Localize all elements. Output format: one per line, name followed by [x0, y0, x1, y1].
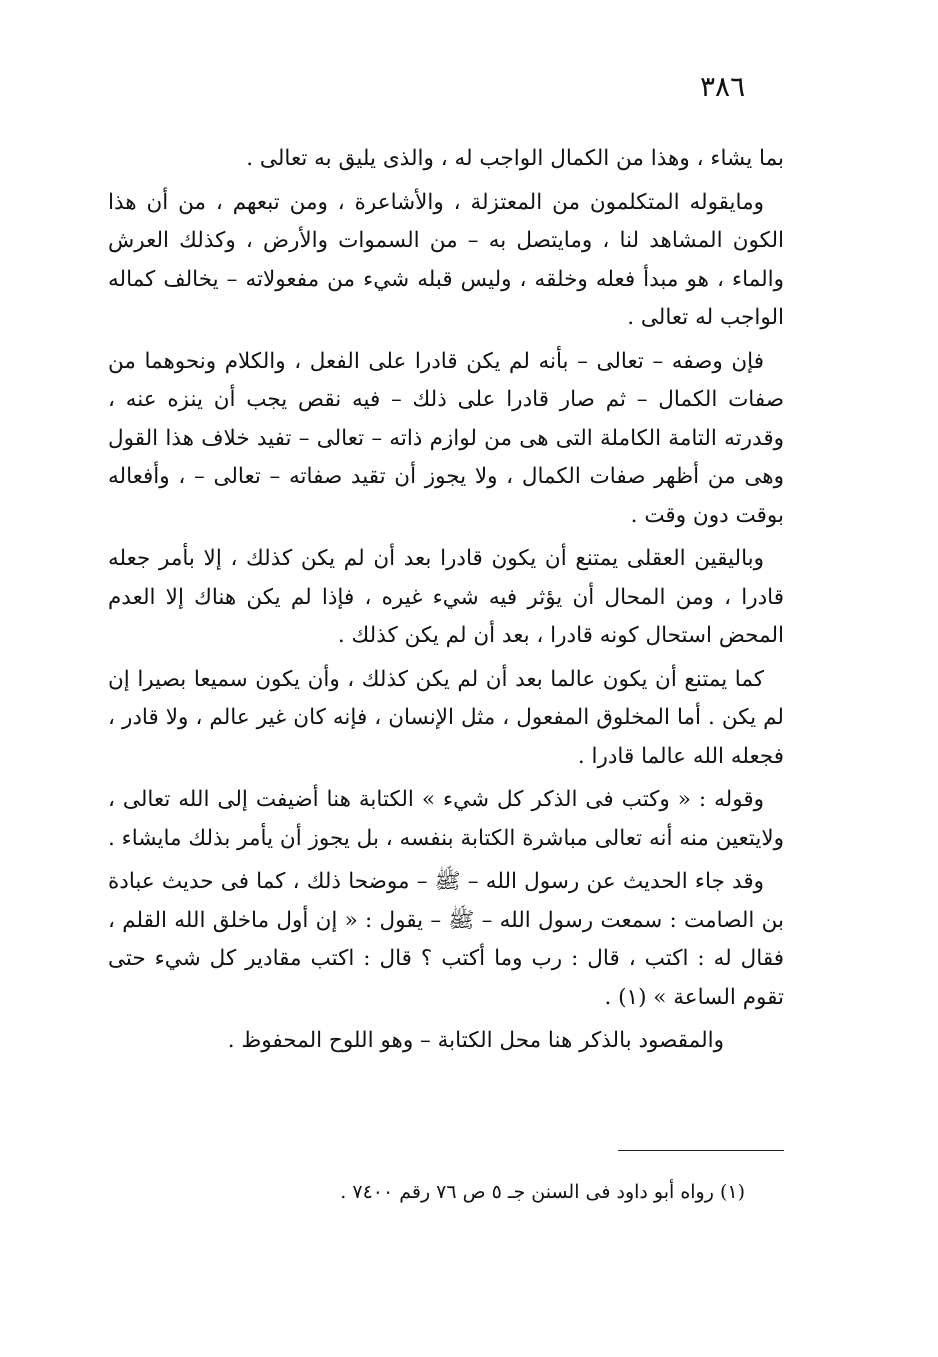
paragraph-3: فإن وصفه – تعالى – بأنه لم يكن قادرا على الفعل ، والكلام ونحوهما من صفات الكمال – ثم صار قادرا على ذلك – فيه نقص يجب أن ينزه عنه ، وقدرته التامة الكاملة التى هى من لوازم ذاته – تعالى – تفيد خلاف هذا القول وهى من أظهر صفات الكمال ، ولا يجوز أن تقيد صفاته – تعالى – ، وأفعاله بوقت دون وقت . [108, 348, 784, 528]
paragraph-7: وقد جاء الحديث عن رسول الله – ﷺ – موضحا ذلك ، كما فى حديث عبادة بن الصامت : سمعت رسول الله – ﷺ – يقول : « إن أول ماخلق الله القلم ، فقال له : اكتب ، قال : رب وما أكتب ؟ قال : اكتب مقادير كل شيء حتى تقوم الساعة » (١) . [108, 869, 784, 1010]
footnote: (١) رواه أبو داود فى السنن جـ ٥ ص ٧٦ رقم ٧٤٠٠ . [340, 1181, 745, 1203]
paragraph-5: كما يمتنع أن يكون عالما بعد أن لم يكن كذلك ، وأن يكون سميعا بصيرا إن لم يكن . أما المخلوق المفعول ، مثل الإنسان ، فإنه كان غير عالم ، ولا قادر ، فجعله الله عالما قادرا . [108, 666, 784, 769]
paragraph-2: ومايقوله المتكلمون من المعتزلة ، والأشاعرة ، ومن تبعهم ، من أن هذا الكون المشاهد لنا ، ومايتصل به – من السموات والأرض ، وكذلك العرش والماء ، هو مبدأ فعله وخلقه ، وليس قبله شيء من مفعولاته – يخالف كماله الواجب له تعالى . [108, 189, 784, 330]
paragraph-6: وقوله : « وكتب فى الذكر كل شيء » الكتابة هنا أضيفت إلى الله تعالى ، ولايتعين منه أنه تعالى مباشرة الكتابة بنفسه ، بل يجوز أن يأمر بذلك مايشاء . [107, 787, 784, 851]
footnote-separator [618, 1150, 784, 1151]
body-text [108, 140, 784, 1066]
paragraph-8: والمقصود بالذكر هنا محل الكتابة – وهو اللوح المحفوظ . [227, 1028, 724, 1053]
paragraph-1: بما يشاء ، وهذا من الكمال الواجب له ، والذى يليق به تعالى . [246, 146, 784, 171]
page-number: ٣٨٦ [700, 70, 746, 103]
paragraph-4: وباليقين العقلى يمتنع أن يكون قادرا بعد أن لم يكن كذلك ، إلا بأمر جعله قادرا ، ومن المحال أن يؤثر فيه شيء غيره ، فإذا لم يكن هناك إلا العدم المحض استحال كونه قادرا ، بعد أن لم يكن كذلك . [108, 546, 784, 648]
